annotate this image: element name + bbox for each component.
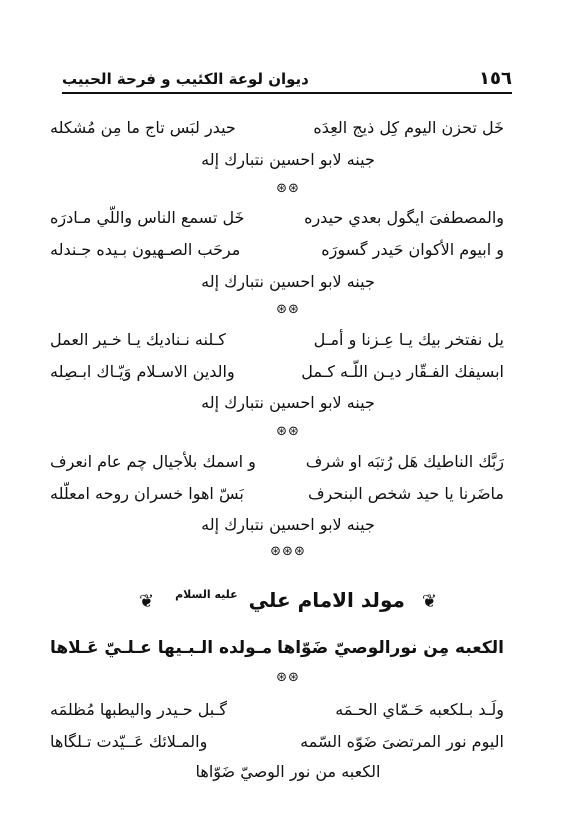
hemistich-left: خَل تسمع الناس واللّي مـادرَه: [50, 208, 245, 227]
flourish-icon: ❦: [139, 591, 155, 612]
hemistich-right: والمصطفىَ ايگول بعدي حيدره: [304, 208, 504, 227]
section-title-text: مولد الامام علي: [248, 588, 405, 612]
hemistich-left: مرحَب الصـهيون بـيده جـندله: [50, 240, 241, 259]
page-number: ١٥٦: [479, 68, 512, 89]
hemistich-left: گـبل حـيدر واليطبها مُظلمَه: [50, 700, 227, 719]
hemistich-left: كـلنه نـناديك يـا خـير العمل: [50, 330, 226, 349]
ornament-divider: ⊛⊛⊛: [270, 544, 306, 559]
hemistich-left: و اسمك بلأجيال چم عام انعرف: [50, 452, 256, 471]
page-header: [62, 66, 512, 94]
hemistich-left: والمـلائك عَــيّدت تـلگاها: [50, 732, 208, 751]
book-title: ديوان لوعة الكئيب و فرحة الحبيب: [62, 70, 309, 88]
honorific-mark: عليه السلام: [175, 588, 238, 601]
hemistich-right: اليوم نور المرتضىَ ضَوّه السّمه: [300, 732, 504, 751]
refrain-line: جينه لابو احسين نتبارك إله: [201, 150, 375, 169]
refrain-line: جينه لابو احسين نتبارك إله: [201, 393, 375, 412]
hemistich-right: الكعبه مِن نورالوصيّ ضَوّاها: [277, 638, 504, 658]
hemistich-left: حيدر لبَس تاج ما مِن مُشكله: [50, 118, 236, 137]
hemistich-left: مـولده الـبـيها عـلـيّ عَـلاها: [50, 638, 273, 658]
refrain-line: الكعبه من نور الوصيّ ضَوّاها: [195, 762, 381, 781]
hemistich-right: ماضَرنا يا حيد شخص البنحرف: [307, 484, 504, 503]
flourish-icon: ❦: [421, 591, 437, 612]
hemistich-right: رَبَّك الناطيك هَل رُتبَه او شرف: [305, 452, 504, 471]
hemistich-right: خَل تحزن اليوم كِل ذيج العِدَه: [313, 118, 504, 137]
refrain-line: جينه لابو احسين نتبارك إله: [201, 272, 375, 291]
hemistich-left: والدين الاسـلام وَيّـاك ابـصِله: [50, 362, 235, 381]
hemistich-right: ابسيفك الفـقّار ديـن اللّـه كـمل: [301, 362, 504, 381]
ornament-divider: ⊛⊛: [276, 302, 300, 317]
section-title: [0, 588, 576, 612]
ornament-divider: ⊛⊛: [276, 424, 300, 439]
hemistich-right: يل نفتخر بيك يـا عِـزنا و أمـل: [313, 330, 504, 349]
ornament-divider: ⊛⊛: [276, 181, 300, 196]
hemistich-right: ولَـد بـلكعبه حَـمّاي الحـمَه: [335, 700, 504, 719]
hemistich-left: بَسّ اهوا خسران روحه امعلّله: [50, 484, 244, 503]
hemistich-right: و ابيوم الأكوان حَيدر گسورَه: [321, 240, 504, 259]
ornament-divider: ⊛⊛: [276, 670, 300, 685]
refrain-line: جينه لابو احسين نتبارك إله: [201, 515, 375, 534]
